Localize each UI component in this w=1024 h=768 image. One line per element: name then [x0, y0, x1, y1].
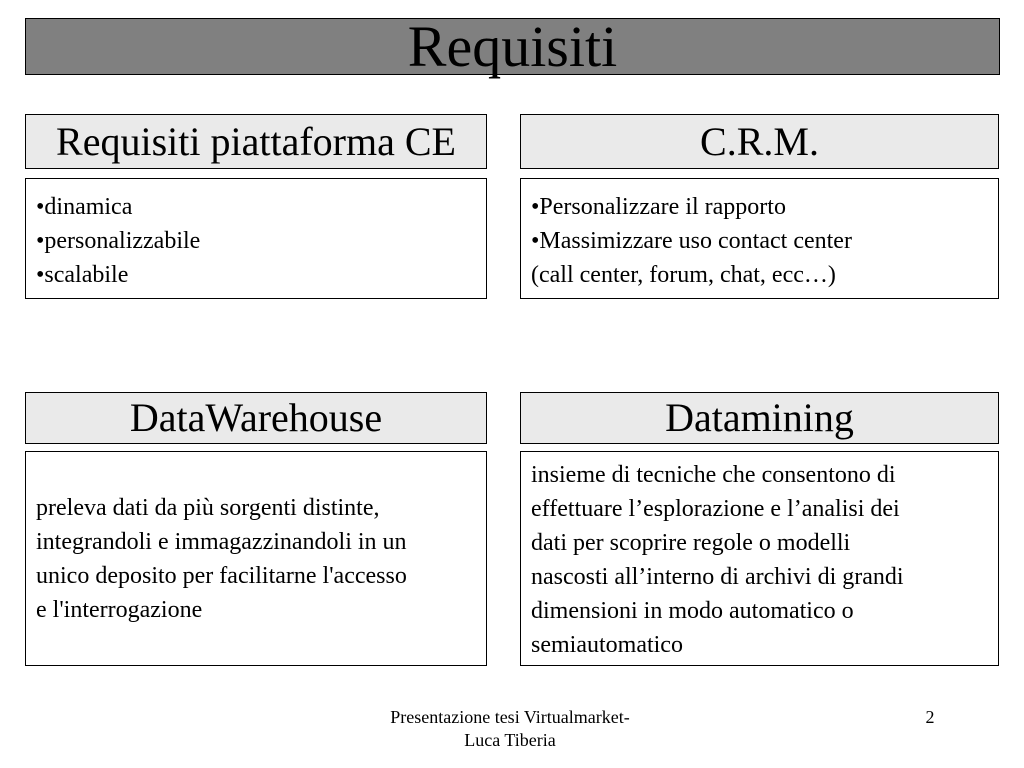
ce-requirements-header: Requisiti piattaforma CE: [25, 114, 487, 169]
list-item: •personalizzabile: [36, 228, 201, 254]
text-line: insieme di tecniche che consentono di: [531, 462, 896, 488]
list-item: •scalabile: [36, 262, 129, 288]
footer-presentation-info: [340, 706, 680, 752]
text-line: dati per scoprire regole o modelli: [531, 530, 851, 556]
list-item: •Personalizzare il rapporto: [531, 194, 786, 220]
text-line: e l'interrogazione: [36, 596, 203, 623]
footer-author: Luca Tiberia: [464, 730, 556, 750]
list-item: (call center, forum, chat, ecc…): [531, 262, 836, 288]
text-line: dimensioni in modo automatico o: [531, 598, 854, 624]
datamining-header: Datamining: [520, 392, 999, 444]
text-line: nascosti all’interno di archivi di grandi: [531, 564, 904, 590]
crm-header: C.R.M.: [520, 114, 999, 169]
text-line: effettuare l’esplorazione e l’analisi dei: [531, 496, 900, 522]
footer-line: Presentazione tesi Virtualmarket-: [390, 707, 630, 727]
page-number: 2: [925, 707, 935, 727]
datawarehouse-header: DataWarehouse: [25, 392, 487, 444]
text-line: unico deposito per facilitarne l'accesso: [36, 562, 407, 589]
slide-title: Requisiti: [25, 18, 1000, 75]
crm-list: [520, 178, 999, 299]
text-line: preleva dati da più sorgenti distinte,: [36, 494, 380, 521]
list-item: •dinamica: [36, 194, 133, 220]
text-line: semiautomatico: [531, 632, 683, 658]
list-item: •Massimizzare uso contact center: [531, 228, 852, 254]
ce-requirements-list: [25, 178, 487, 299]
text-line: integrandoli e immagazzinandoli in un: [36, 528, 407, 555]
datawarehouse-description: [25, 451, 487, 666]
datamining-description: [520, 451, 999, 666]
